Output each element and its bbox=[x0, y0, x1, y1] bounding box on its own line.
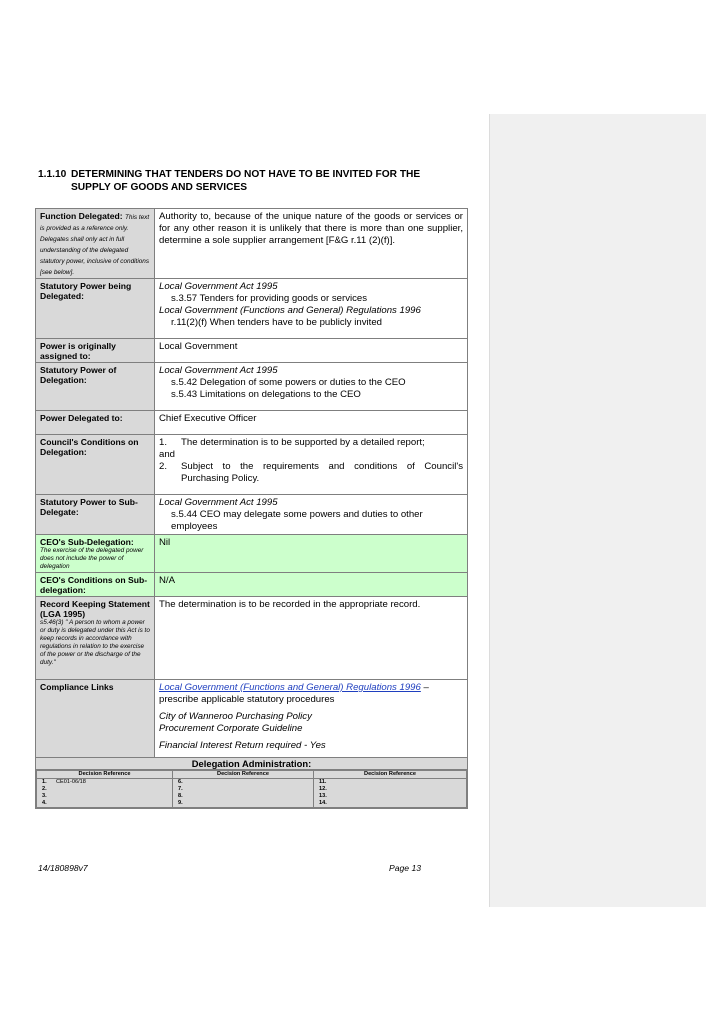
compliance-link-suffix: – bbox=[420, 682, 429, 693]
decision-ref-entry: 8. bbox=[178, 793, 183, 799]
row-originally-assigned bbox=[36, 339, 468, 363]
power-of-delegation-label: Statutory Power of Delegation: bbox=[36, 363, 155, 411]
decision-reference-table bbox=[36, 770, 467, 808]
section-title-line1: DETERMINING THAT TENDERS DO NOT HAVE TO BE INVITED FOR THE bbox=[71, 169, 421, 180]
decision-ref-entry: 9. bbox=[178, 800, 183, 806]
decision-ref-header-2: Decision Reference bbox=[173, 771, 314, 779]
sub-delegate-label: Statutory Power to Sub-Delegate: bbox=[36, 495, 155, 535]
row-delegation-admin bbox=[36, 770, 468, 809]
section-number: 1.1.10 bbox=[38, 169, 67, 180]
delegation-section-1: s.5.42 Delegation of some powers or duties to the CEO bbox=[171, 377, 406, 388]
delegation-section-2: s.5.43 Limitations on delegations to the CEO bbox=[171, 389, 361, 400]
ceo-sub-delegation-note: The exercise of the delegated power does not include the power of delegation bbox=[40, 547, 144, 570]
council-conditions-label: Council's Conditions on Delegation: bbox=[36, 435, 155, 495]
statutory-power-label: Statutory Power being Delegated: bbox=[36, 279, 155, 339]
function-delegated-note: This text is provided as a reference only. Delegates shall only act in full understanding of the delegated statutory power, inclusive of conditions [see below]. bbox=[40, 214, 150, 276]
delegation-table bbox=[35, 208, 468, 809]
originally-assigned-label: Power is originally assigned to: bbox=[36, 339, 155, 363]
originally-assigned-value: Local Government bbox=[155, 339, 468, 363]
delegation-act: Local Government Act 1995 bbox=[159, 365, 278, 376]
row-function-delegated bbox=[36, 209, 468, 279]
row-sub-delegate bbox=[36, 495, 468, 535]
statutory-act-1: Local Government Act 1995 bbox=[159, 281, 278, 292]
decision-ref-entry: 4. bbox=[42, 800, 47, 806]
decision-ref-entry: 14. bbox=[319, 800, 327, 806]
decision-ref-column-3 bbox=[314, 779, 467, 808]
condition-2-text: Subject to the requirements and conditions of Council's Purchasing Policy. bbox=[181, 461, 463, 484]
ceo-sub-delegation-value: Nil bbox=[155, 535, 468, 573]
delegated-to-value: Chief Executive Officer bbox=[155, 411, 468, 435]
row-statutory-power bbox=[36, 279, 468, 339]
ceo-conditions-value: N/A bbox=[155, 573, 468, 597]
comment-pane bbox=[489, 114, 706, 907]
condition-item-2 bbox=[159, 461, 463, 485]
record-keeping-value: The determination is to be recorded in the appropriate record. bbox=[155, 597, 468, 680]
row-record-keeping bbox=[36, 597, 468, 680]
condition-and: and bbox=[159, 449, 176, 460]
decision-ref-entry: 1. CE01-06/18 bbox=[42, 779, 86, 785]
decision-ref-entry: 7. bbox=[178, 786, 183, 792]
compliance-policy-1: City of Wanneroo Purchasing Policy bbox=[159, 711, 312, 722]
sub-delegate-section: s.5.44 CEO may delegate some powers and duties to other employees bbox=[171, 509, 423, 532]
row-delegation-admin-header bbox=[36, 758, 468, 770]
ceo-conditions-label: CEO's Conditions on Sub-delegation: bbox=[36, 573, 155, 597]
decision-ref-header-3: Decision Reference bbox=[314, 771, 467, 779]
decision-ref-column-2 bbox=[173, 779, 314, 808]
compliance-regulation-link[interactable]: Local Government (Functions and General) Regulations 1996 bbox=[159, 682, 421, 693]
decision-ref-entry: 13. bbox=[319, 793, 327, 799]
compliance-link-description: prescribe applicable statutory procedures bbox=[159, 694, 335, 705]
footer-page-number: Page 13 bbox=[389, 863, 422, 873]
row-delegated-to bbox=[36, 411, 468, 435]
function-delegated-label: Function Delegated: bbox=[40, 211, 123, 221]
statutory-section-1: s.3.57 Tenders for providing goods or services bbox=[171, 293, 368, 304]
delegated-to-label: Power Delegated to: bbox=[36, 411, 155, 435]
decision-ref-entry: 6. bbox=[178, 779, 183, 785]
section-title-line2: SUPPLY OF GOODS AND SERVICES bbox=[71, 182, 248, 193]
footer-doc-reference: 14/180898v7 bbox=[38, 863, 88, 873]
row-ceo-sub-delegation bbox=[36, 535, 468, 573]
row-council-conditions bbox=[36, 435, 468, 495]
record-keeping-label: Record Keeping Statement (LGA 1995) bbox=[40, 599, 150, 619]
compliance-label: Compliance Links bbox=[36, 680, 155, 758]
decision-ref-entry: 12. bbox=[319, 786, 327, 792]
compliance-financial-interest: Financial Interest Return required - Yes bbox=[159, 740, 326, 751]
decision-ref-entry: 11. bbox=[319, 779, 327, 785]
delegation-admin-title: Delegation Administration: bbox=[36, 758, 468, 770]
condition-item-1 bbox=[159, 437, 463, 449]
row-ceo-conditions bbox=[36, 573, 468, 597]
statutory-section-2: r.11(2)(f) When tenders have to be publicly invited bbox=[171, 317, 382, 328]
decision-ref-entry: 2. bbox=[42, 786, 47, 792]
row-compliance bbox=[36, 680, 468, 758]
statutory-act-2: Local Government (Functions and General) Regulations 1996 bbox=[159, 305, 421, 316]
condition-1-number: 1. bbox=[159, 437, 168, 448]
ceo-sub-delegation-label: CEO's Sub-Delegation: bbox=[40, 537, 134, 547]
compliance-policy-2: Procurement Corporate Guideline bbox=[159, 723, 303, 734]
function-delegated-value: Authority to, because of the unique nature of the goods or services or for any other reason it is unlikely that there is more than one supplier, determine a sole supplier arrangement [F&G r.11 (2)(f)]. bbox=[155, 209, 468, 279]
decision-ref-column-1 bbox=[37, 779, 173, 808]
record-keeping-note: s5.46(3) " A person to whom a power or duty is delegated under this Act is to keep records in accordance with regulations in relation to the exercise of the power or the discharge of the duty." bbox=[40, 619, 150, 666]
row-power-of-delegation bbox=[36, 363, 468, 411]
condition-1-text: The determination is to be supported by a detailed report; bbox=[181, 437, 425, 448]
section-heading bbox=[38, 168, 463, 194]
sub-delegate-act: Local Government Act 1995 bbox=[159, 497, 278, 508]
condition-2-number: 2. bbox=[159, 461, 168, 472]
decision-ref-header-1: Decision Reference bbox=[37, 771, 173, 779]
decision-ref-entry: 3. bbox=[42, 793, 47, 799]
